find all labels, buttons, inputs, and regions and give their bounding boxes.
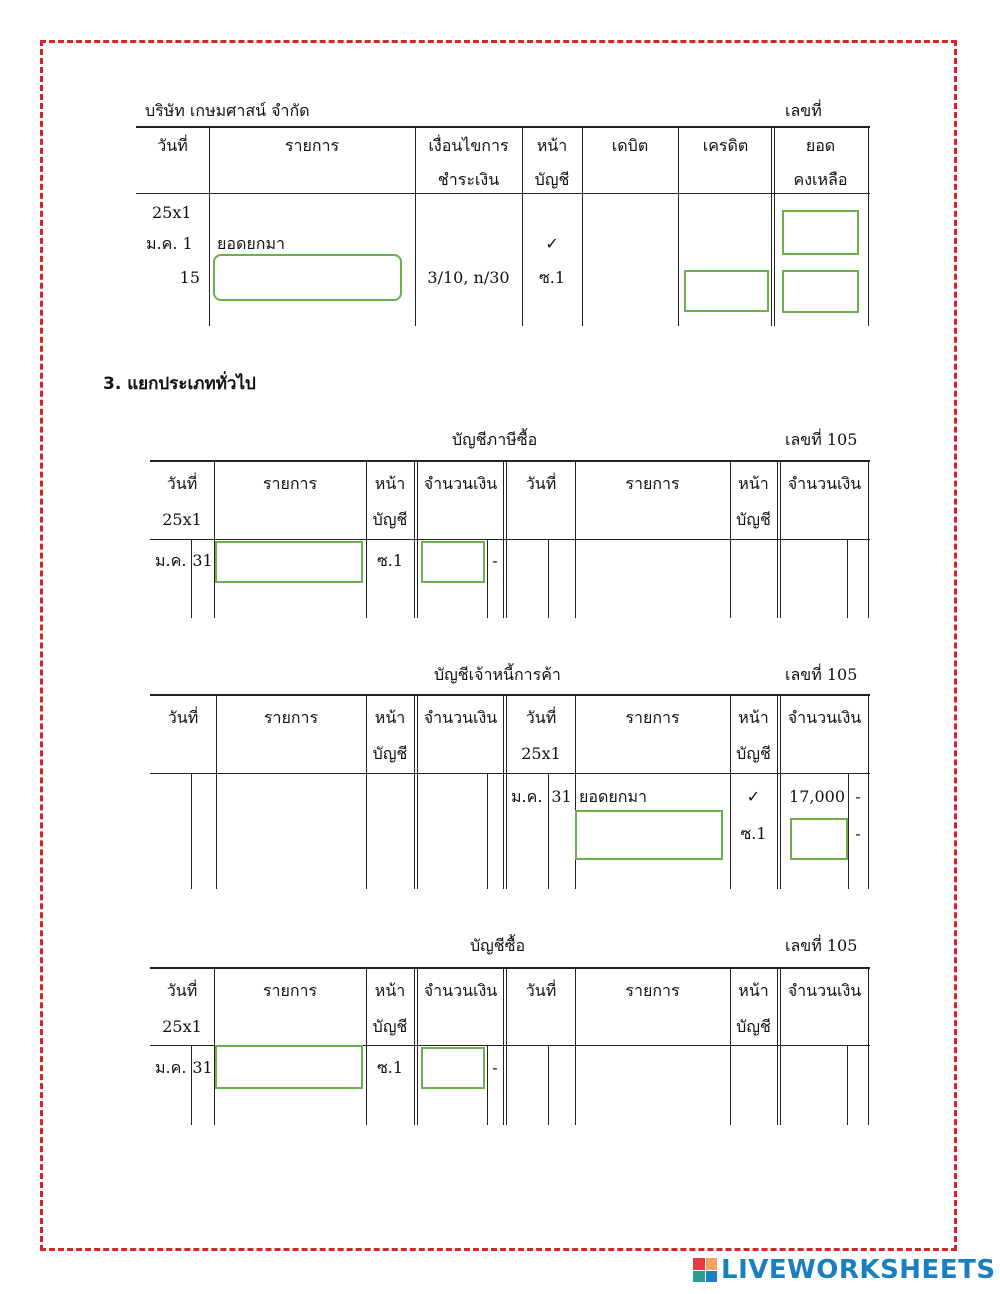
header-amount: จำนวนเงิน [423,708,498,727]
header-page: หน้า [374,708,406,727]
journal-month: ม.ค. 1 [146,234,193,253]
header-page-right: หน้า [738,981,769,1000]
journal-row2-credit-field[interactable] [686,272,767,310]
ledger3-amount-field[interactable] [423,1049,483,1087]
ledger-number: เลขที่ 105 [785,936,858,955]
row2-page: ซ.1 [740,824,767,843]
ledger1-amount-field[interactable] [423,543,483,581]
journal-header-page-2: บัญชี [534,170,570,189]
ledger1-description-input[interactable] [215,541,363,583]
ledger-number: เลขที่ 105 [785,430,858,449]
liveworksheets-logo [693,1255,996,1285]
ledger-number: เลขที่ 105 [785,665,858,684]
journal-header-credit: เครดิต [702,136,749,155]
header-amount-right: จำนวนเงิน [787,474,862,493]
header-amount-right: จำนวนเงิน [787,981,862,1000]
header-year-right: 25x1 [521,744,561,763]
journal-header-balance: ยอด [805,136,836,155]
ledger3-amount-input[interactable] [421,1047,485,1089]
journal-number-label: เลขที่ [785,101,822,120]
row-description: ยอดยกมา [579,787,647,806]
journal-header-description: รายการ [284,136,340,155]
ledger2-description-input[interactable] [575,810,723,860]
row-month: ม.ค. [155,551,187,570]
header-page-right-2: บัญชี [736,1017,771,1036]
journal-year: 25x1 [152,203,192,222]
header-description-right: รายการ [625,981,680,1000]
journal-header-date: วันที่ [157,136,188,155]
header-description: รายการ [263,708,319,727]
row-day: 31 [192,1058,213,1077]
row-dash: - [492,551,498,570]
ledger2-amount-field[interactable] [792,820,846,858]
journal-row2-description-field[interactable] [215,256,400,299]
journal-header-page: หน้า [536,136,568,155]
journal-row1-description: ยอดยกมา [217,234,285,253]
row-amount: 17,000 [789,787,845,806]
header-amount: จำนวนเงิน [423,474,498,493]
row-month: ม.ค. [511,787,543,806]
journal-row2-description-input[interactable] [213,254,402,301]
company-name: บริษัท เกษมศาสน์ จำกัด [145,101,310,120]
journal-day: 15 [179,268,200,287]
header-date-right: วันที่ [525,708,557,727]
row-dash: - [492,1058,498,1077]
ledger1-amount-input[interactable] [421,541,485,583]
header-date: วันที่ [166,474,198,493]
row-page: ซ.1 [376,551,404,570]
header-year: 25x1 [162,510,202,529]
journal-row1-balance-input[interactable] [782,210,859,255]
section-heading: 3. แยกประเภททั่วไป [103,374,256,394]
row-check: ✓ [746,787,761,806]
header-page-2: บัญชี [372,510,408,529]
header-date: วันที่ [166,981,198,1000]
header-page-right: หน้า [738,474,769,493]
row-page: ซ.1 [376,1058,404,1077]
header-year: 25x1 [162,1017,202,1036]
ledger-title: บัญชีภาษีซื้อ [452,430,538,449]
header-amount-right: จำนวนเงิน [787,708,862,727]
journal-header-terms: เงื่อนไขการ [428,136,509,155]
header-date: วันที่ [167,708,199,727]
ledger2-description-field[interactable] [577,812,721,858]
row-amount-dash: - [855,787,861,806]
header-date-right: วันที่ [525,981,557,1000]
journal-row2-balance-input[interactable] [782,270,859,313]
header-description: รายการ [262,981,318,1000]
header-page-right: หน้า [738,708,769,727]
header-page-right-2: บัญชี [736,744,771,763]
header-date-right: วันที่ [525,474,557,493]
journal-row2-credit-input[interactable] [684,270,769,312]
brand-text: LIVEWORKSHEETS [721,1255,996,1285]
journal-row1-balance-field[interactable] [784,212,857,253]
row-month: ม.ค. [155,1058,187,1077]
journal-row2-balance-field[interactable] [784,272,857,311]
header-description-right: รายการ [625,708,680,727]
ledger1-description-field[interactable] [217,543,361,581]
journal-row2-terms: 3/10, n/30 [427,268,510,287]
header-page-2: บัญชี [372,744,408,763]
row2-amount-dash: - [855,824,861,843]
header-page-right-2: บัญชี [736,510,771,529]
ledger2-amount-input[interactable] [790,818,848,860]
ledger3-description-field[interactable] [217,1047,361,1087]
row-day: 31 [192,551,213,570]
ledger-title: บัญชีซื้อ [470,936,526,955]
header-description-right: รายการ [625,474,680,493]
header-page: หน้า [374,474,406,493]
journal-header-debit: เดบิต [611,136,649,155]
header-amount: จำนวนเงิน [423,981,498,1000]
journal-header-terms-2: ชำระเงิน [437,170,500,189]
journal-header-balance-2: คงเหลือ [793,170,848,189]
header-page: หน้า [374,981,406,1000]
journal-row1-check: ✓ [545,234,559,253]
ledger3-description-input[interactable] [215,1045,363,1089]
header-description: รายการ [262,474,318,493]
liveworksheets-logo-icon [693,1258,717,1282]
journal-row2-page: ซ.1 [538,268,566,287]
header-page-2: บัญชี [372,1017,408,1036]
row-day: 31 [551,787,572,806]
ledger-title: บัญชีเจ้าหนี้การค้า [434,665,561,684]
